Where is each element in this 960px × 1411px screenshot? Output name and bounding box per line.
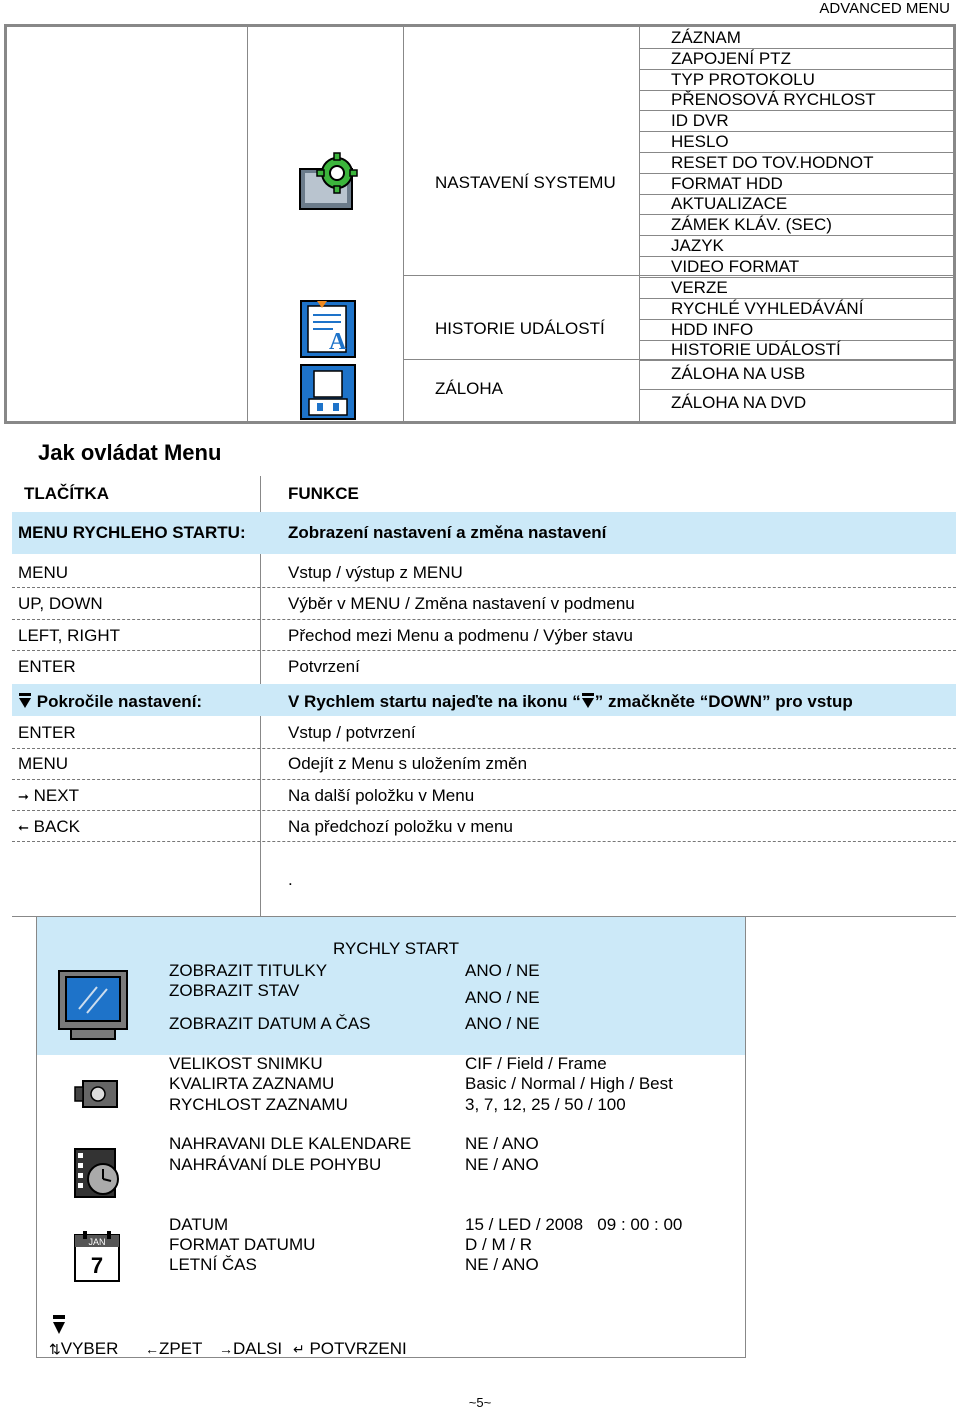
advanced-menu-icon-inline: [581, 693, 595, 709]
menu-item: TYP PROTOKOLU: [671, 70, 815, 89]
menu-item: ZÁLOHA NA USB: [671, 364, 806, 383]
row-advanced: Pokročile nastavení: V Rychlem startu najeďte na ikonu “ ” zmačkněte “DOWN” pro vstup: [12, 684, 956, 716]
section-title: Jak ovládat Menu: [38, 440, 222, 465]
menu-item: VIDEO FORMAT: [671, 257, 800, 276]
menu-item: PŘENOSOVÁ RYCHLOST: [671, 90, 876, 109]
quick-start-panel: RYCHLY START ZOBRAZIT TITULKY ZOBRAZIT STAV ZOBRAZIT DATUM A ČAS ANO / NE ANO / NE ANO / NE VELIKOST SNIMKU KVALIRTA ZAZNAMU RYCHLOST ZAZNAMU CIF / Field / Frame Basic / Normal / High / Best 3, 7, 12, 25 / 50 / 100 NAHRAVANI DLE KALENDARE NAHRÁVANÍ DLE POHYBU NE / ANO NE / ANO DATUM FORMAT DATUMU LETNÍ ČAS 15 / LED / 2008 09 : 00 : 00 D / M / R NE / ANO JAN 7 ⇅VYBER ←ZPET →DALSI ↵ POTVRZENI: [36, 916, 746, 1358]
menu-item: RYCHLÉ VYHLEDÁVÁNÍ: [671, 299, 864, 318]
arrow-right-icon: ➞: [18, 789, 29, 804]
calendar-icon: [73, 1229, 121, 1288]
advanced-menu-table: [4, 24, 956, 424]
menu-item: HDD INFO: [671, 320, 754, 339]
event-history-icon: [299, 299, 357, 364]
system-settings-icon: [297, 151, 359, 218]
menu-item: ZÁLOHA NA DVD: [671, 393, 807, 412]
svg-text:JAN: JAN: [88, 1237, 106, 1247]
menu-item: ID DVR: [671, 111, 729, 130]
header-buttons: TLAČÍTKA: [24, 484, 109, 503]
row-quick-start: MENU RYCHLEHO STARTU: Zobrazení nastavení a změna nastavení: [12, 512, 956, 554]
menu-item: HISTORIE UDÁLOSTÍ: [671, 340, 841, 359]
menu-item: ZÁZNAM: [671, 28, 741, 47]
menu-item: RESET DO TOV.HODNOT: [671, 153, 874, 172]
quick-start-title: RYCHLY START: [333, 939, 459, 958]
up-down-arrows-icon: ⇅: [49, 1341, 61, 1357]
select-hint: ⇅VYBER: [49, 1339, 119, 1358]
confirm-hint: ↵ POTVRZENI: [293, 1339, 407, 1358]
menu-item: HESLO: [671, 132, 729, 151]
page-header: ADVANCED MENU: [819, 0, 950, 17]
menu-item: ZAPOJENÍ PTZ: [671, 49, 791, 68]
enter-arrow-icon: ↵: [293, 1341, 305, 1357]
category-system-settings: NASTAVENÍ SYSTEMU: [435, 173, 616, 192]
left-arrow-icon: ←: [145, 1341, 159, 1357]
header-functions: FUNKCE: [288, 484, 359, 503]
down-marker-icon: [51, 1315, 67, 1340]
backup-icon: [299, 363, 357, 426]
menu-item: AKTUALIZACE: [671, 194, 788, 213]
advanced-menu-icon: [18, 693, 32, 709]
menu-item: JAZYK: [671, 236, 724, 255]
stray-dot: .: [288, 870, 293, 889]
menu-item: ZÁMEK KLÁV. (SEC): [671, 215, 832, 234]
schedule-clock-icon: [73, 1147, 123, 1206]
camera-icon: [73, 1075, 123, 1116]
svg-text:A: A: [329, 329, 347, 355]
page-number: ~5~: [468, 1395, 492, 1410]
next-hint: →DALSI: [219, 1339, 283, 1358]
right-arrow-icon: →: [219, 1341, 233, 1357]
back-hint: ←ZPET: [145, 1339, 203, 1358]
monitor-icon: [57, 969, 129, 1048]
menu-item: VERZE: [671, 278, 728, 297]
category-event-history: HISTORIE UDÁLOSTÍ: [435, 319, 605, 338]
menu-item: FORMAT HDD: [671, 174, 783, 193]
arrow-left-icon: ➞: [18, 820, 29, 835]
svg-text:7: 7: [90, 1253, 104, 1278]
category-backup: ZÁLOHA: [435, 379, 504, 398]
